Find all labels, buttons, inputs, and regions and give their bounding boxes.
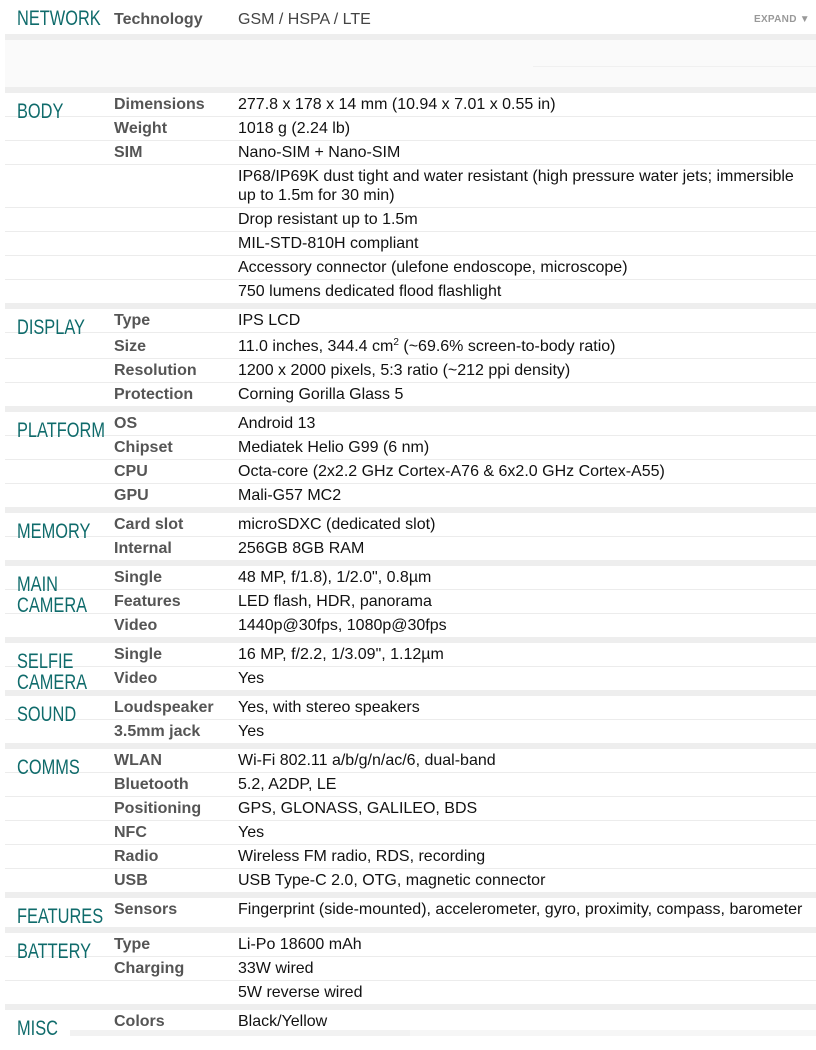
spec-label: Protection — [114, 386, 194, 403]
spec-label: Size — [114, 338, 147, 355]
spec-value: Mediatek Helio G99 (6 nm) — [238, 439, 430, 456]
spec-value: Wireless FM radio, RDS, recording — [238, 848, 486, 865]
spec-label: Loudspeaker — [114, 699, 214, 716]
spec-row — [5, 869, 816, 892]
spec-row — [5, 484, 816, 507]
spec-label: USB — [114, 872, 148, 889]
section-selfie-camera — [5, 643, 816, 696]
divider — [70, 1030, 410, 1036]
spec-value — [238, 335, 816, 358]
size-ratio: (~69.6% screen-to-body ratio) — [398, 338, 616, 355]
spec-row — [5, 0, 816, 31]
spec-value: 48 MP, f/1.8), 1/2.0", 0.8µm — [238, 569, 432, 586]
spec-value: Li-Po 18600 mAh — [238, 936, 362, 953]
section-main-camera — [5, 566, 816, 643]
section-memory — [5, 513, 816, 566]
spec-label — [113, 280, 238, 303]
spec-label: Single — [114, 646, 163, 663]
section-platform — [5, 412, 816, 513]
spec-value: Drop resistant up to 1.5m — [238, 211, 418, 228]
spec-value: 1440p@30fps, 1080p@30fps — [238, 617, 447, 634]
spec-row — [5, 957, 816, 981]
spec-value: GPS, GLONASS, GALILEO, BDS — [238, 800, 478, 817]
spec-row — [5, 513, 816, 537]
spec-row — [5, 256, 816, 280]
category-line: CAMERA — [17, 671, 88, 694]
expand-button[interactable]: EXPAND ▼ — [753, 14, 810, 25]
spec-value: 256GB 8GB RAM — [238, 540, 365, 557]
category-network: NETWORK — [17, 7, 101, 30]
spec-value: Android 13 — [238, 415, 316, 432]
spec-value: Yes — [238, 670, 265, 687]
spec-row — [5, 773, 816, 797]
spec-label: Weight — [114, 120, 168, 137]
spec-label — [113, 981, 238, 1004]
spec-row — [5, 590, 816, 614]
category-features: FEATURES — [17, 905, 104, 928]
spec-row — [5, 821, 816, 845]
spec-label: Radio — [114, 848, 159, 865]
spec-value: 1200 x 2000 pixels, 5:3 ratio (~212 ppi density) — [238, 362, 571, 379]
spec-label — [113, 208, 238, 231]
spec-value: IPS LCD — [238, 312, 301, 329]
spec-value: Corning Gorilla Glass 5 — [238, 386, 404, 403]
spec-label: CPU — [114, 463, 148, 480]
spec-value: Yes — [238, 723, 265, 740]
spec-row — [5, 614, 816, 637]
spec-label: Sensors — [114, 901, 178, 918]
spec-value: Accessory connector (ulefone endoscope, microscope) — [238, 259, 628, 276]
spec-row — [5, 537, 816, 560]
spec-label: Technology — [114, 11, 203, 28]
section-battery — [5, 933, 816, 1010]
spec-label: Card slot — [114, 516, 184, 533]
spec-label: Dimensions — [114, 96, 205, 113]
section-network — [5, 0, 816, 34]
spec-row — [5, 333, 816, 359]
spec-value: 750 lumens dedicated flood flashlight — [238, 283, 502, 300]
spec-sheet — [5, 0, 816, 1040]
spec-row — [5, 720, 816, 743]
spec-value: 33W wired — [238, 960, 314, 977]
category-line: MAIN — [17, 573, 58, 596]
spec-label: Type — [114, 312, 151, 329]
spec-row — [5, 981, 816, 1004]
spec-row — [5, 412, 816, 436]
category-battery: BATTERY — [17, 940, 92, 963]
spec-value: Yes, with stereo speakers — [238, 699, 420, 716]
spec-label: GPU — [114, 487, 149, 504]
spec-row — [5, 460, 816, 484]
spec-row — [5, 566, 816, 590]
category-body: BODY — [17, 100, 64, 123]
spec-label: WLAN — [114, 752, 162, 769]
spec-label: Features — [114, 593, 181, 610]
category-comms: COMMS — [17, 756, 80, 779]
spec-label: Internal — [114, 540, 172, 557]
size-unit-superscript: 2 — [393, 337, 399, 348]
spec-row — [5, 696, 816, 720]
spec-label — [113, 165, 238, 207]
category-platform: PLATFORM — [17, 419, 105, 442]
spec-value: Black/Yellow — [238, 1013, 328, 1030]
spec-value: 5W reverse wired — [238, 984, 363, 1001]
spec-value: Wi-Fi 802.11 a/b/g/n/ac/6, dual-band — [238, 752, 496, 769]
category-display: DISPLAY — [17, 316, 85, 339]
spec-row — [5, 93, 816, 117]
collapsed-section-area — [5, 40, 816, 93]
spec-label: OS — [114, 415, 138, 432]
category-selfie-camera — [17, 651, 91, 693]
spec-label: Resolution — [114, 362, 197, 379]
spec-row — [5, 165, 816, 208]
spec-value: microSDXC (dedicated slot) — [238, 516, 436, 533]
category-line: SELFIE — [17, 650, 74, 673]
spec-row — [5, 383, 816, 406]
size-value: 11.0 inches, 344.4 cm — [238, 338, 394, 355]
category-sound: SOUND — [17, 703, 77, 726]
spec-label: 3.5mm jack — [114, 723, 201, 740]
spec-row — [5, 933, 816, 957]
spec-label: Bluetooth — [114, 776, 189, 793]
section-body — [5, 93, 816, 309]
spec-row — [5, 117, 816, 141]
spec-row — [5, 359, 816, 383]
spec-value: 277.8 x 178 x 14 mm (10.94 x 7.01 x 0.55 in) — [238, 96, 556, 113]
spec-label: Colors — [114, 1013, 165, 1030]
spec-value: Nano-SIM + Nano-SIM — [238, 144, 401, 161]
divider — [410, 1030, 816, 1036]
spec-value: Fingerprint (side-mounted), accelerometer, gyro, proximity, compass, barometer — [238, 901, 803, 918]
spec-value: Octa-core (2x2.2 GHz Cortex-A76 & 6x2.0 GHz Cortex-A55) — [238, 463, 665, 480]
spec-row — [5, 208, 816, 232]
spec-row — [5, 141, 816, 165]
spec-label: SIM — [114, 144, 143, 161]
spec-label: Video — [114, 617, 158, 634]
spec-row — [5, 309, 816, 333]
spec-label: Video — [114, 670, 158, 687]
section-comms — [5, 749, 816, 898]
spec-row — [5, 643, 816, 667]
spec-value: Yes — [238, 824, 265, 841]
spec-value: Mali-G57 MC2 — [238, 487, 342, 504]
spec-value: GSM / HSPA / LTE — [238, 11, 371, 28]
spec-value: USB Type-C 2.0, OTG, magnetic connector — [238, 872, 546, 889]
spec-value: IP68/IP69K dust tight and water resistant (high pressure water jets; immersible up to 1.5m for 30 min) — [238, 168, 794, 204]
spec-row — [5, 898, 816, 927]
spec-row — [5, 436, 816, 460]
spec-value: LED flash, HDR, panorama — [238, 593, 432, 610]
category-memory: MEMORY — [17, 520, 91, 543]
spec-value: 5.2, A2DP, LE — [238, 776, 337, 793]
spec-label — [113, 232, 238, 255]
spec-row — [5, 845, 816, 869]
category-misc: MISC — [17, 1017, 58, 1040]
spec-label: Positioning — [114, 800, 202, 817]
category-line: CAMERA — [17, 594, 88, 617]
spec-row — [5, 797, 816, 821]
spec-row — [5, 749, 816, 773]
section-display — [5, 309, 816, 412]
spec-value: 1018 g (2.24 lb) — [238, 120, 351, 137]
spec-label: Single — [114, 569, 163, 586]
spec-value: 16 MP, f/2.2, 1/3.09", 1.12µm — [238, 646, 444, 663]
spec-row — [5, 667, 816, 690]
section-sound — [5, 696, 816, 749]
spec-label: Chipset — [114, 439, 173, 456]
spec-row — [5, 232, 816, 256]
spec-value: MIL-STD-810H compliant — [238, 235, 419, 252]
spec-label: Type — [114, 936, 151, 953]
category-main-camera — [17, 574, 91, 616]
spec-label: Charging — [114, 960, 185, 977]
spec-row — [5, 280, 816, 303]
spec-label — [113, 256, 238, 279]
section-features — [5, 898, 816, 933]
spec-label: NFC — [114, 824, 147, 841]
